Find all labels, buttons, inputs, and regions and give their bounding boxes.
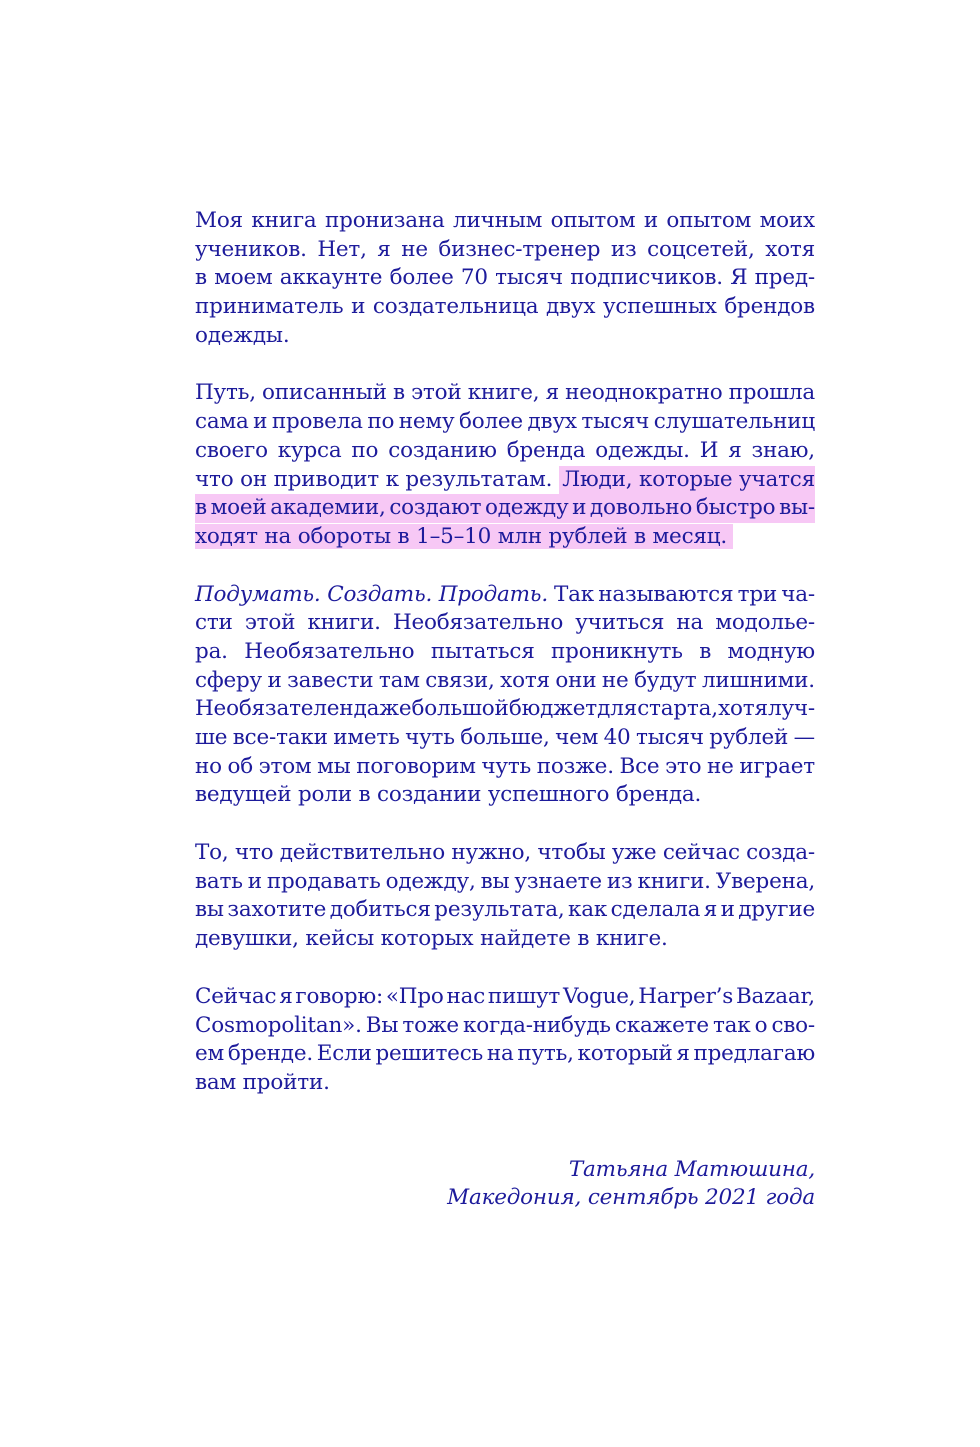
- text-line-mixed: [195, 581, 815, 610]
- word: ем: [195, 1041, 225, 1067]
- word: бизнес-тренер: [438, 236, 601, 262]
- word: и: [572, 495, 587, 521]
- word: Я: [730, 265, 748, 291]
- word: То,: [195, 840, 229, 866]
- word: Путь,: [195, 380, 256, 406]
- word: сама: [195, 409, 249, 435]
- word: пытаться: [430, 638, 535, 664]
- word: больше,: [460, 725, 550, 750]
- word: —: [793, 725, 815, 750]
- word: на: [486, 1041, 514, 1067]
- word: пред-: [754, 265, 815, 291]
- word: своего: [195, 437, 268, 463]
- word: Моя: [195, 208, 243, 233]
- highlighted-text: Люди, которые учатся: [559, 466, 815, 495]
- word: который: [577, 1041, 673, 1067]
- word: я: [676, 1041, 690, 1067]
- word: провела: [271, 409, 363, 435]
- word: личным: [453, 208, 543, 233]
- word: успешных: [602, 294, 717, 320]
- word: создательница: [372, 294, 539, 320]
- word: академии,: [270, 495, 386, 521]
- word: по: [367, 409, 395, 435]
- word: когда-нибудь: [463, 1012, 611, 1038]
- word: и: [253, 409, 268, 435]
- word: одежду: [485, 495, 569, 521]
- word: нему: [398, 409, 455, 435]
- word: брендов: [724, 294, 815, 320]
- word: Уверена,: [715, 868, 815, 894]
- paragraph-1: [195, 207, 815, 350]
- word: называются: [598, 581, 734, 607]
- word: говорю:: [295, 983, 384, 1009]
- text-line: [195, 695, 815, 724]
- word: прошла: [728, 380, 815, 406]
- word: позже.: [536, 753, 614, 779]
- word: быстро: [695, 495, 776, 521]
- word: пишут: [487, 983, 561, 1009]
- word: все-таки: [232, 725, 328, 750]
- word: приниматель: [195, 294, 344, 320]
- italic-text: Подумать. Создать. Продать.: [195, 581, 548, 607]
- word: более: [389, 265, 454, 291]
- highlighted-text-line: [195, 494, 815, 523]
- word: 70: [460, 265, 488, 291]
- word: как: [568, 897, 608, 923]
- word: Если: [316, 1041, 372, 1067]
- word: в: [195, 495, 207, 521]
- word: я: [279, 983, 293, 1009]
- text-line: ведущей роли в создании успешного бренда.: [195, 782, 702, 808]
- word: я: [377, 236, 391, 262]
- word: в: [699, 638, 712, 664]
- word: сво-: [771, 1012, 815, 1038]
- word: мы: [317, 753, 351, 779]
- word: но: [195, 753, 222, 779]
- text-line: [195, 753, 815, 782]
- word: сти: [195, 610, 233, 636]
- word: Harper’s: [638, 983, 734, 1009]
- word: хотя: [765, 236, 815, 262]
- word: создают: [389, 495, 482, 521]
- word: этом: [258, 753, 312, 779]
- word: иметь: [333, 725, 400, 750]
- word: моей: [210, 495, 267, 521]
- text-line: [195, 609, 815, 638]
- word: тысяч: [495, 265, 563, 291]
- word: этой: [411, 380, 462, 406]
- word: учеников.: [195, 236, 307, 262]
- text-line: [195, 207, 815, 236]
- word: даже: [353, 696, 412, 722]
- word: сейчас: [662, 840, 740, 866]
- word: знаю,: [751, 437, 815, 463]
- word: соцсетей,: [647, 236, 755, 262]
- word: они: [555, 667, 597, 693]
- word: и: [351, 294, 366, 320]
- text-line: [195, 236, 815, 265]
- word: и: [267, 667, 282, 693]
- word: Необязательно: [392, 610, 564, 636]
- word: действительно: [279, 840, 446, 866]
- word: чем: [555, 725, 599, 750]
- word: модную: [727, 638, 815, 664]
- word: уже: [611, 840, 657, 866]
- text-line: [195, 896, 815, 925]
- word: скажете: [614, 1012, 709, 1038]
- word: книги.: [307, 610, 381, 636]
- word: сделала: [610, 897, 701, 923]
- word: из: [610, 236, 637, 262]
- word: бренда: [506, 437, 586, 463]
- word: так: [712, 1012, 751, 1038]
- word: пронизана: [325, 208, 445, 233]
- word: учиться: [575, 610, 665, 636]
- word: в: [392, 380, 405, 406]
- word: вы: [480, 868, 510, 894]
- word: решитесь: [375, 1041, 484, 1067]
- word: Cosmopolitan».: [195, 1012, 362, 1038]
- word: продавать: [266, 868, 381, 894]
- word: «Про: [385, 983, 444, 1009]
- word: другие: [738, 897, 815, 923]
- text-line: [195, 839, 815, 868]
- paragraph-4: [195, 839, 815, 954]
- word: большой: [411, 696, 509, 722]
- author-name: Татьяна Матюшина,: [568, 1156, 815, 1182]
- word: двух: [527, 409, 577, 435]
- word: луч-: [768, 696, 815, 722]
- word: не: [401, 236, 428, 262]
- word: и: [643, 208, 658, 233]
- word: по: [351, 437, 379, 463]
- word: довольно: [589, 495, 693, 521]
- word: в: [195, 265, 207, 291]
- word: опытом: [666, 208, 752, 233]
- word: сферу: [195, 667, 263, 693]
- word: более: [458, 409, 523, 435]
- text-line: [195, 1012, 815, 1041]
- text-line: [195, 408, 815, 437]
- text-line: [195, 724, 815, 753]
- word: из: [606, 868, 633, 894]
- word: бренде.: [227, 1041, 313, 1067]
- word: чуть: [405, 725, 455, 750]
- paragraph-3: [195, 581, 815, 811]
- word: 40: [603, 725, 631, 750]
- word: вы: [195, 897, 224, 923]
- word: результата,: [434, 897, 565, 923]
- word: путь,: [517, 1041, 574, 1067]
- text-line: [195, 379, 815, 408]
- word: играет: [739, 753, 815, 779]
- word: одежды.: [595, 437, 690, 463]
- word: Vogue,: [562, 983, 636, 1009]
- word: чтобы: [537, 840, 606, 866]
- word: Так: [553, 581, 594, 607]
- word: модолье-: [715, 610, 815, 636]
- word: описанный: [262, 380, 387, 406]
- word: Нет,: [317, 236, 367, 262]
- word: о: [754, 1012, 768, 1038]
- word: и: [247, 868, 262, 894]
- word: связи,: [425, 667, 495, 693]
- word: созда-: [746, 840, 815, 866]
- word: поговорим: [356, 753, 476, 779]
- author-signature: [195, 1156, 815, 1213]
- word: будут: [634, 667, 697, 693]
- word: я: [728, 437, 742, 463]
- word: чуть: [481, 753, 532, 779]
- word: неоднократно: [565, 380, 723, 406]
- word: завести: [287, 667, 374, 693]
- word: три: [737, 581, 778, 607]
- word: не: [601, 667, 629, 693]
- word: для: [597, 696, 638, 722]
- word: ча-: [781, 581, 815, 607]
- word: я: [703, 897, 718, 923]
- word: моем: [214, 265, 273, 291]
- word: бюджет: [508, 696, 597, 722]
- word: двух: [545, 294, 596, 320]
- word: на: [676, 610, 704, 636]
- word: там: [378, 667, 420, 693]
- word: Вы: [365, 1012, 399, 1038]
- text-line: [195, 293, 815, 322]
- document-page: [195, 207, 815, 1213]
- word: добиться: [329, 897, 431, 923]
- word: моих: [759, 208, 815, 233]
- text-line: [195, 1040, 815, 1069]
- paragraph-2: [195, 379, 815, 551]
- word: подписчиков.: [570, 265, 723, 291]
- word: нас: [446, 983, 486, 1009]
- word: этой: [244, 610, 296, 636]
- word: проникнуть: [551, 638, 683, 664]
- word: вы-: [779, 495, 815, 521]
- word: захотите: [227, 897, 327, 923]
- word: одежду,: [385, 868, 476, 894]
- highlighted-text: ходят на обороты в 1–5–10 млн рублей в месяц.: [195, 524, 733, 549]
- text-line: [195, 264, 815, 293]
- text-line: вам пройти.: [195, 1069, 330, 1095]
- text-line: [195, 667, 815, 696]
- text-line-mixed: [195, 466, 815, 495]
- word: опытом: [550, 208, 636, 233]
- word: не: [707, 753, 734, 779]
- text-line: девушки, кейсы которых найдете в книге.: [195, 926, 668, 952]
- text-segment: что он приводит к результатам.: [195, 466, 559, 492]
- word: книги.: [637, 868, 711, 894]
- word: курса: [277, 437, 342, 463]
- text-line: [195, 437, 815, 466]
- word: рублей: [709, 725, 789, 750]
- word: ше: [195, 725, 228, 750]
- word: лишними.: [701, 667, 815, 693]
- word: это: [665, 753, 702, 779]
- word: Необязательно: [244, 638, 415, 664]
- word: вать: [195, 868, 243, 894]
- text-line: [195, 868, 815, 897]
- text-line: [195, 983, 815, 1012]
- word: тоже: [402, 1012, 459, 1038]
- word: старта,: [637, 696, 718, 722]
- word: И: [699, 437, 719, 463]
- word: тысяч: [581, 409, 650, 435]
- word: предлагаю: [693, 1041, 815, 1067]
- word: Bazaar,: [735, 983, 815, 1009]
- word: и: [720, 897, 735, 923]
- word: хотя: [718, 696, 768, 722]
- word: что: [234, 840, 274, 866]
- word: тысяч: [636, 725, 704, 750]
- word: узнаете: [514, 868, 602, 894]
- word: ра.: [195, 638, 228, 664]
- word: Сейчас: [195, 983, 277, 1009]
- paragraph-5: [195, 983, 815, 1098]
- word: хотя: [500, 667, 550, 693]
- text-line: одежды.: [195, 322, 290, 348]
- word: я: [545, 380, 559, 406]
- word: об: [227, 753, 254, 779]
- word: Все: [619, 753, 660, 779]
- text-segment: [548, 581, 815, 610]
- highlighted-text-line: [195, 523, 815, 552]
- word: Необязателен: [195, 696, 354, 722]
- word: слушательниц: [653, 409, 815, 435]
- word: книге,: [467, 380, 540, 406]
- word: аккаунте: [279, 265, 383, 291]
- word: книга: [251, 208, 317, 233]
- word: созданию: [388, 437, 497, 463]
- text-line: [195, 638, 815, 667]
- place-and-date: Македония, сентябрь 2021 года: [447, 1185, 815, 1211]
- word: нужно,: [451, 840, 532, 866]
